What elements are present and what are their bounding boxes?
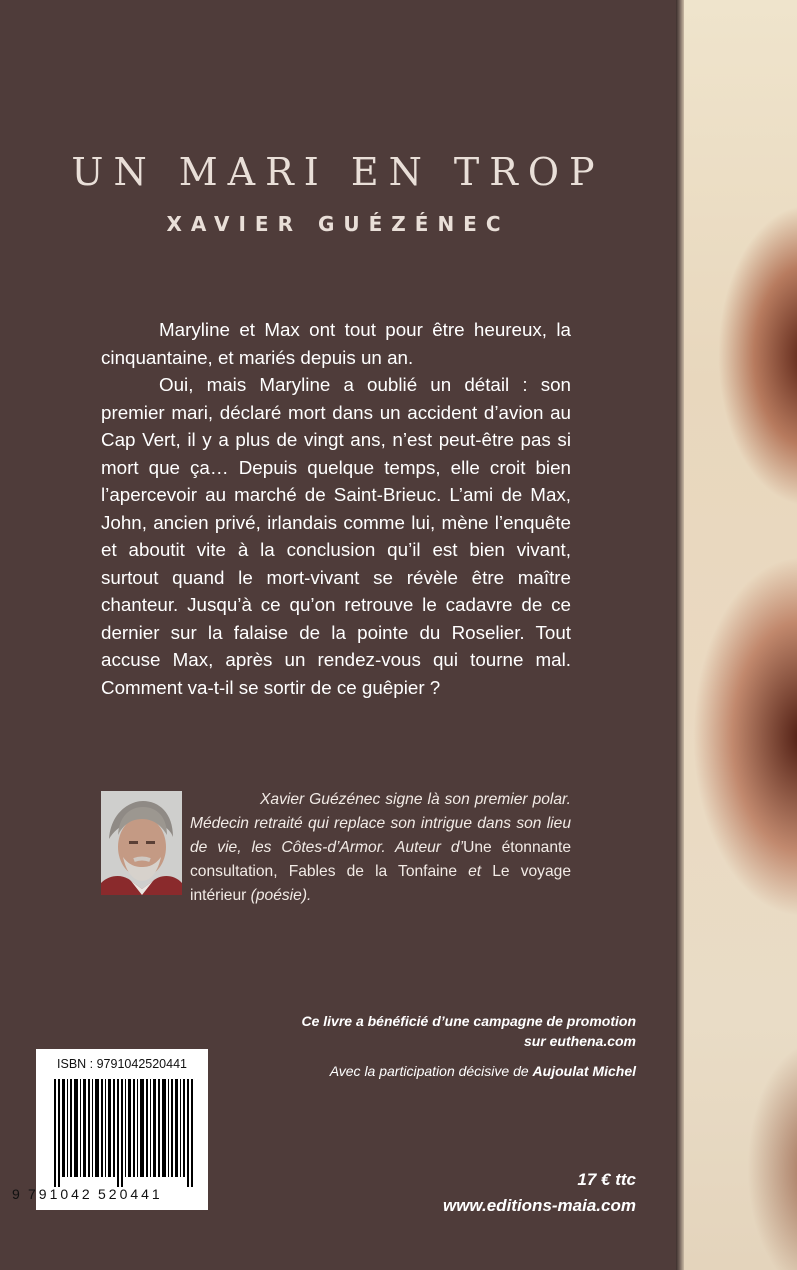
blurb-paragraph-1: Maryline et Max ont tout pour être heureux, la cinquantaine, et mariés depuis un an. [101,319,571,368]
promo-line-1: Ce livre a bénéficié d’une campagne de promotion [301,1013,636,1029]
bio-book-title-1: Une étonnante consultation [190,839,572,880]
author-bio [190,788,571,908]
bio-book-title-2: Fables de la Tonfaine [288,863,457,880]
publisher-website: www.editions-maia.com [442,1196,636,1215]
promotion-note [270,1011,636,1081]
barcode-digits-left: 791042 [28,1186,93,1202]
book-author: XAVIER GUÉZÉNEC [166,212,510,236]
promo-line-2: sur euthena.com [523,1033,636,1049]
spine-edge [676,0,684,1270]
barcode-digit-lead: 9 [12,1186,20,1202]
barcode-digits-right: 520441 [98,1186,163,1202]
bio-separator-2: et [457,863,493,880]
author-portrait-icon [101,791,182,895]
blurb-paragraph-2: Oui, mais Maryline a oublié un détail : son premier mari, déclaré mort dans un accident d’avion au Cap Vert, il y a plus de vingt ans, n’est peut-être pas si mort que ça… Depuis quelque temps, elle croit bien l’apercevoir au marché de Saint-Brieuc. L’ami de Max, John, ancien privé, irlandais comme lui, mène l’enquête et aboutit vite à la conclusion qu’il est bien vivant, surtout quand le mort-vivant se révèle être maître chanteur. Jusqu’à ce qu’on retrouve le cadavre de ce dernier sur la falaise de la pointe du Roselier. Tout accuse Max, après un rendez-vous qui tourne mal. Comment va-t-il se sortir de ce guêpier ? [101,374,571,698]
promo-participation-text: Avec la participation décisive de [329,1063,533,1079]
promo-line-3 [270,1061,636,1081]
book-blurb [101,316,571,701]
promo-participant-name: Aujoulat Michel [532,1063,636,1079]
bio-text-end: (poésie). [246,887,312,904]
bio-text: Xavier Guézénec signe là son premier polar. Médecin retraité qui replace son intrigue dans son lieu de vie, les Côtes-d’Armor. Auteur d’ [190,791,571,856]
front-cover-photo-strip [684,0,797,1270]
barcode-bars-icon [50,1079,200,1187]
isbn-label: ISBN : 9791042520441 [57,1057,187,1071]
bio-separator-1: , [273,863,289,880]
bio-book-title-3: Le voyage intérieur [190,863,571,904]
book-title: UN MARI EN TROP [71,150,605,194]
book-price: 17 € ttc [577,1170,636,1189]
